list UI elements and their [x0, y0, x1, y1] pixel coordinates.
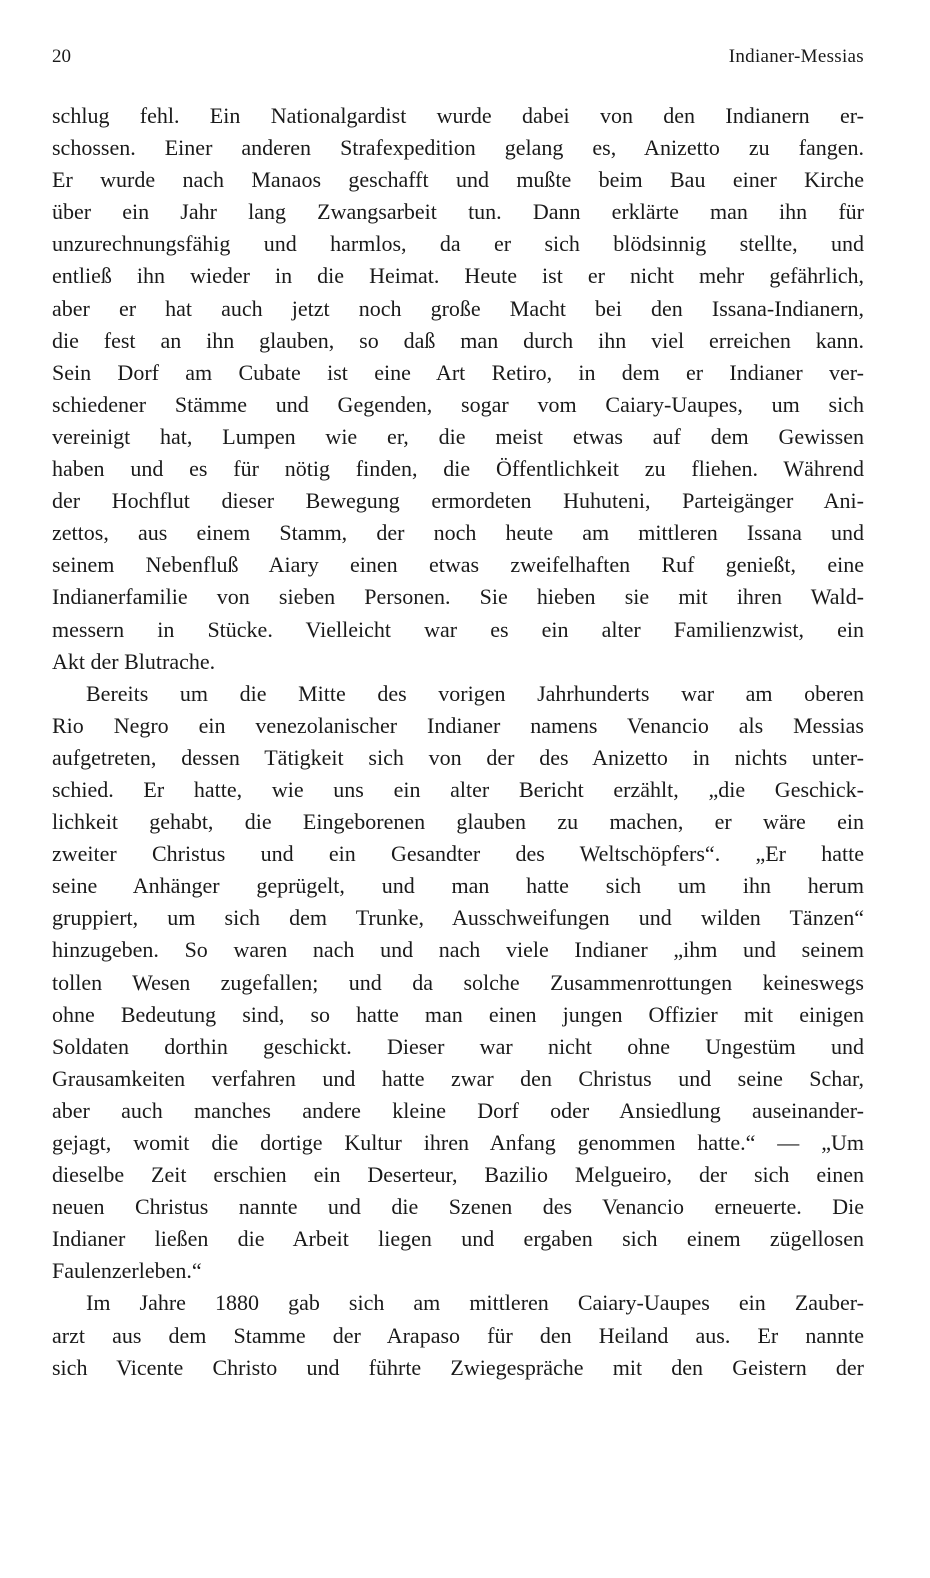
text-line: der Hochflut dieser Bewegung ermordeten Huhuteni, Parteigänger Ani-	[52, 488, 864, 514]
text-line: vereinigt hat, Lumpen wie er, die meist etwas auf dem Gewissen	[52, 423, 864, 449]
text-line: Indianer ließen die Arbeit liegen und ergaben sich einem zügellosen	[52, 1226, 864, 1252]
text-line: Er wurde nach Manaos geschafft und mußte beim Bau einer Kirche	[52, 167, 864, 193]
text-line: Soldaten dorthin geschickt. Dieser war nicht ohne Ungestüm und	[52, 1033, 864, 1059]
text-line: Grausamkeiten verfahren und hatte zwar den Christus und seine Schar,	[52, 1065, 864, 1091]
text-line: tollen Wesen zugefallen; und da solche Zusammenrottungen keineswegs	[52, 969, 864, 995]
body-text	[52, 100, 864, 1384]
text-line: aber auch manches andere kleine Dorf oder Ansiedlung auseinander-	[52, 1097, 864, 1123]
text-line: haben und es für nötig finden, die Öffentlichkeit zu fliehen. Während	[52, 456, 864, 482]
text-line: schlug fehl. Ein Nationalgardist wurde dabei von den Indianern er-	[52, 103, 864, 128]
text-line: Bereits um die Mitte des vorigen Jahrhunderts war am oberen	[86, 680, 864, 706]
text-line: die fest an ihn glauben, so daß man durch ihn viel erreichen kann.	[52, 327, 864, 353]
text-line: seine Anhänger geprügelt, und man hatte sich um ihn herum	[52, 873, 864, 899]
text-line: lichkeit gehabt, die Eingeborenen glauben zu machen, er wäre ein	[52, 809, 864, 835]
text-line: gruppiert, um sich dem Trunke, Ausschweifungen und wilden Tänzen“	[52, 905, 864, 931]
text-line: Im Jahre 1880 gab sich am mittleren Caiary-Uaupes ein Zauber-	[86, 1290, 864, 1316]
text-line: gejagt, womit die dortige Kultur ihren Anfang genommen hatte.“ — „Um	[52, 1130, 864, 1155]
text-line: entließ ihn wieder in die Heimat. Heute ist er nicht mehr gefährlich,	[52, 263, 864, 289]
running-head	[52, 46, 864, 76]
text-line: aufgetreten, dessen Tätigkeit sich von der des Anizetto in nichts unter-	[52, 744, 864, 770]
text-line: zettos, aus einem Stamm, der noch heute am mittleren Issana und	[52, 520, 864, 546]
text-line: messern in Stücke. Vielleicht war es ein alter Familienzwist, ein	[52, 616, 864, 642]
page-number: 20	[52, 46, 71, 67]
text-line: Faulenzerleben.“	[52, 1258, 202, 1284]
text-line: sich Vicente Christo und führte Zwiegespräche mit den Geistern der	[52, 1354, 864, 1380]
text-line: unzurechnungsfähig und harmlos, da er sich blödsinnig stellte, und	[52, 231, 864, 257]
text-line: neuen Christus nannte und die Szenen des Venancio erneuerte. Die	[52, 1194, 864, 1220]
text-line: dieselbe Zeit erschien ein Deserteur, Bazilio Melgueiro, der sich einen	[52, 1162, 864, 1188]
text-line: schossen. Einer anderen Strafexpedition gelang es, Anizetto zu fangen.	[52, 135, 864, 161]
text-line: schied. Er hatte, wie uns ein alter Bericht erzählt, „die Geschick-	[52, 776, 864, 802]
text-line: ohne Bedeutung sind, so hatte man einen jungen Offizier mit einigen	[52, 1001, 864, 1027]
text-line: aber er hat auch jetzt noch große Macht bei den Issana-Indianern,	[52, 295, 864, 321]
text-line: arzt aus dem Stamme der Arapaso für den Heiland aus. Er nannte	[52, 1322, 864, 1348]
text-line: Akt der Blutrache.	[52, 648, 216, 674]
text-line: hinzugeben. So waren nach und nach viele Indianer „ihm und seinem	[52, 937, 864, 963]
text-line: zweiter Christus und ein Gesandter des Weltschöpfers“. „Er hatte	[52, 841, 864, 867]
text-line: schiedener Stämme und Gegenden, sogar vom Caiary-Uaupes, um sich	[52, 391, 864, 417]
text-line: Sein Dorf am Cubate ist eine Art Retiro, in dem er Indianer ver-	[52, 359, 864, 385]
text-line: seinem Nebenfluß Aiary einen etwas zweifelhaften Ruf genießt, eine	[52, 552, 864, 578]
text-line: Rio Negro ein venezolanischer Indianer namens Venancio als Messias	[52, 712, 864, 738]
text-line: über ein Jahr lang Zwangsarbeit tun. Dann erklärte man ihn für	[52, 199, 864, 225]
text-line: Indianerfamilie von sieben Personen. Sie hieben sie mit ihren Wald-	[52, 584, 864, 610]
running-title: Indianer-Messias	[728, 46, 864, 67]
